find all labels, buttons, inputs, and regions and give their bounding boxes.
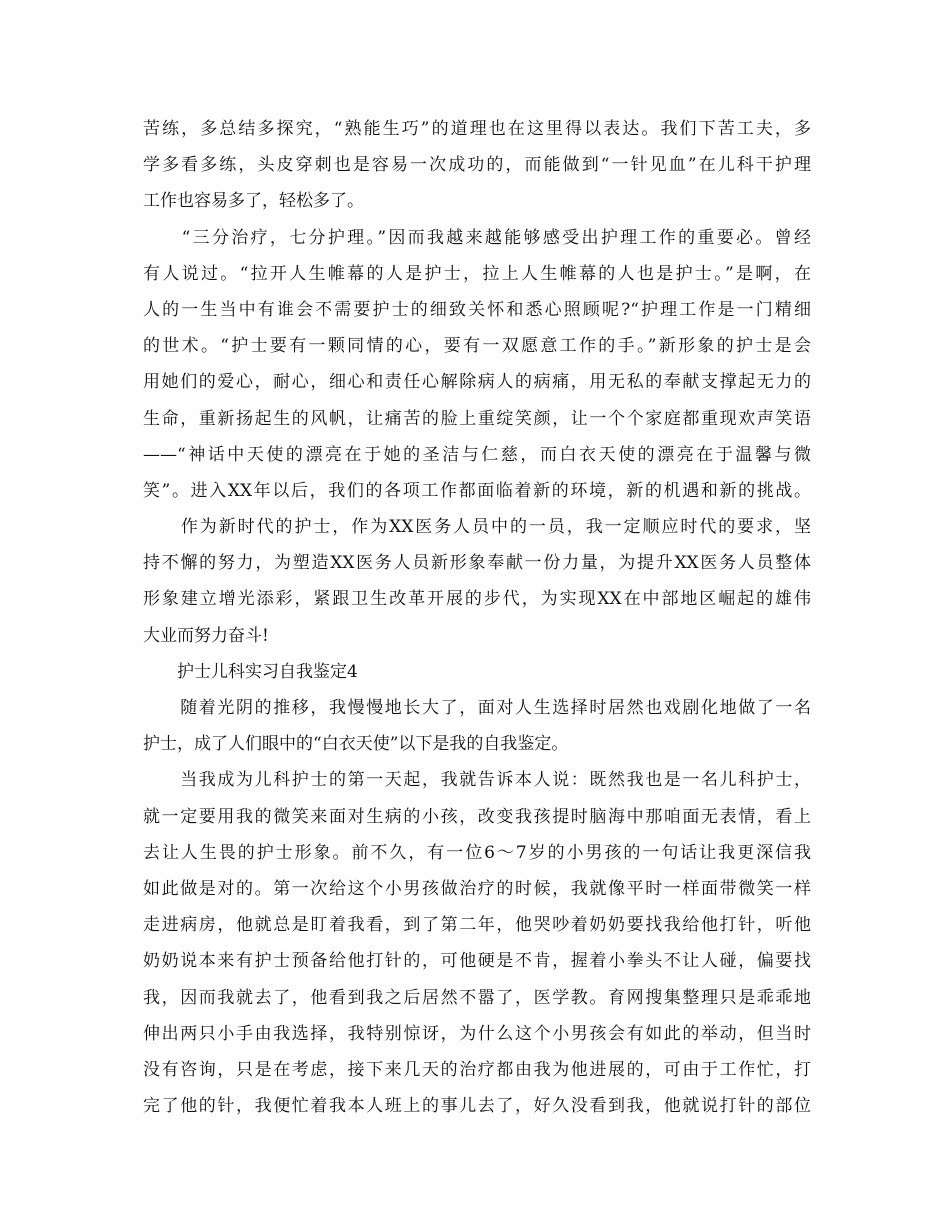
text-line: 完了他的针，我便忙着我本人班上的事儿去了，好久没看到我，他就说打针的部位 [143, 1096, 811, 1117]
text-line: 护士，成了人们眼中的“白衣天使”以下是我的自我鉴定。 [143, 734, 569, 755]
text-line: 就一定要用我的微笑来面对生病的小孩，改变我孩提时脑海中那咱面无表情，看上 [143, 806, 811, 827]
text-line: ——“神话中天使的漂亮在于她的圣洁与仁慈，而白衣天使的漂亮在于温馨与微 [143, 444, 811, 465]
text-line: 工作也容易多了，轻松多了。 [143, 191, 364, 212]
text-line: 我，因而我就去了，他看到我之后居然不嚣了，医学教。育网搜集整理只是乖乖地 [143, 987, 811, 1008]
text-line: 笑”。进入XX年以后，我们的各项工作都面临着新的环境，新的机遇和新的挑战。 [143, 480, 811, 501]
text-line: 学多看多练，头皮穿刺也是容易一次成功的，而能做到“一针见血”在儿科干护理 [143, 155, 811, 176]
text-line: 去让人生畏的护士形象。前不久，有一位6～7岁的小男孩的一句话让我更深信我 [143, 842, 811, 863]
text-line: 苦练，多总结多探究，“熟能生巧”的道理也在这里得以表达。我们下苦工夫，多 [143, 119, 811, 139]
text-line: 的世术。“护士要有一颗同情的心，要有一双愿意工作的手。”新形象的护士是会 [143, 336, 811, 357]
text-line: 当我成为儿科护士的第一天起，我就告诉本人说：既然我也是一名儿科护士， [143, 770, 811, 791]
text-line: 没有咨询，只是在考虑，接下来几天的治疗都由我为他进展的，可由于工作忙，打 [143, 1059, 811, 1080]
text-line: 护士儿科实习自我鉴定4 [143, 661, 358, 682]
text-line: 人的一生当中有谁会不需要护士的细致关怀和悉心照顾呢?“护理工作是一门精细 [143, 299, 811, 320]
text-line: 生命，重新扬起生的风帆，让痛苦的脸上重绽笑颜，让一个个家庭都重现欢声笑语 [143, 408, 811, 429]
text-line: 大业而努力奋斗! [143, 625, 269, 646]
text-line: 伸出两只小手由我选择，我特别惊讶，为什么这个小男孩会有如此的举动，但当时 [143, 1023, 811, 1044]
text-line: 随着光阴的推移，我慢慢地长大了，面对人生选择时居然也戏剧化地做了一名 [143, 698, 811, 718]
text-line: 奶奶说本来有护士预备给他打针的，可他硬是不肯，握着小拳头不让人碰，偏要找 [143, 951, 811, 972]
text-line: 形象建立增光添彩，紧跟卫生改革开展的步代，为实现XX在中部地区崛起的雄伟 [143, 589, 811, 610]
text-line: 走进病房，他就总是盯着我看，到了第二年，他哭吵着奶奶要找我给他打针，听他 [143, 915, 811, 936]
text-line: “三分治疗，七分护理。”因而我越来越能够感受出护理工作的重要必。曾经 [143, 227, 811, 248]
text-line: 如此做是对的。第一次给这个小男孩做治疗的时候，我就像平时一样面带微笑一样 [143, 878, 811, 899]
text-line: 持不懈的努力，为塑造XX医务人员新形象奉献一份力量，为提升XX医务人员整体 [143, 553, 811, 574]
document-page [143, 111, 811, 1124]
text-line: 有人说过。“拉开人生帷幕的人是护士，拉上人生帷幕的人也是护士。”是啊，在 [143, 263, 811, 284]
text-line: 用她们的爱心，耐心，细心和责任心解除病人的病痛，用无私的奉献支撑起无力的 [143, 372, 811, 393]
text-line: 作为新时代的护士，作为XX医务人员中的一员，我一定顺应时代的要求，坚 [143, 517, 811, 538]
